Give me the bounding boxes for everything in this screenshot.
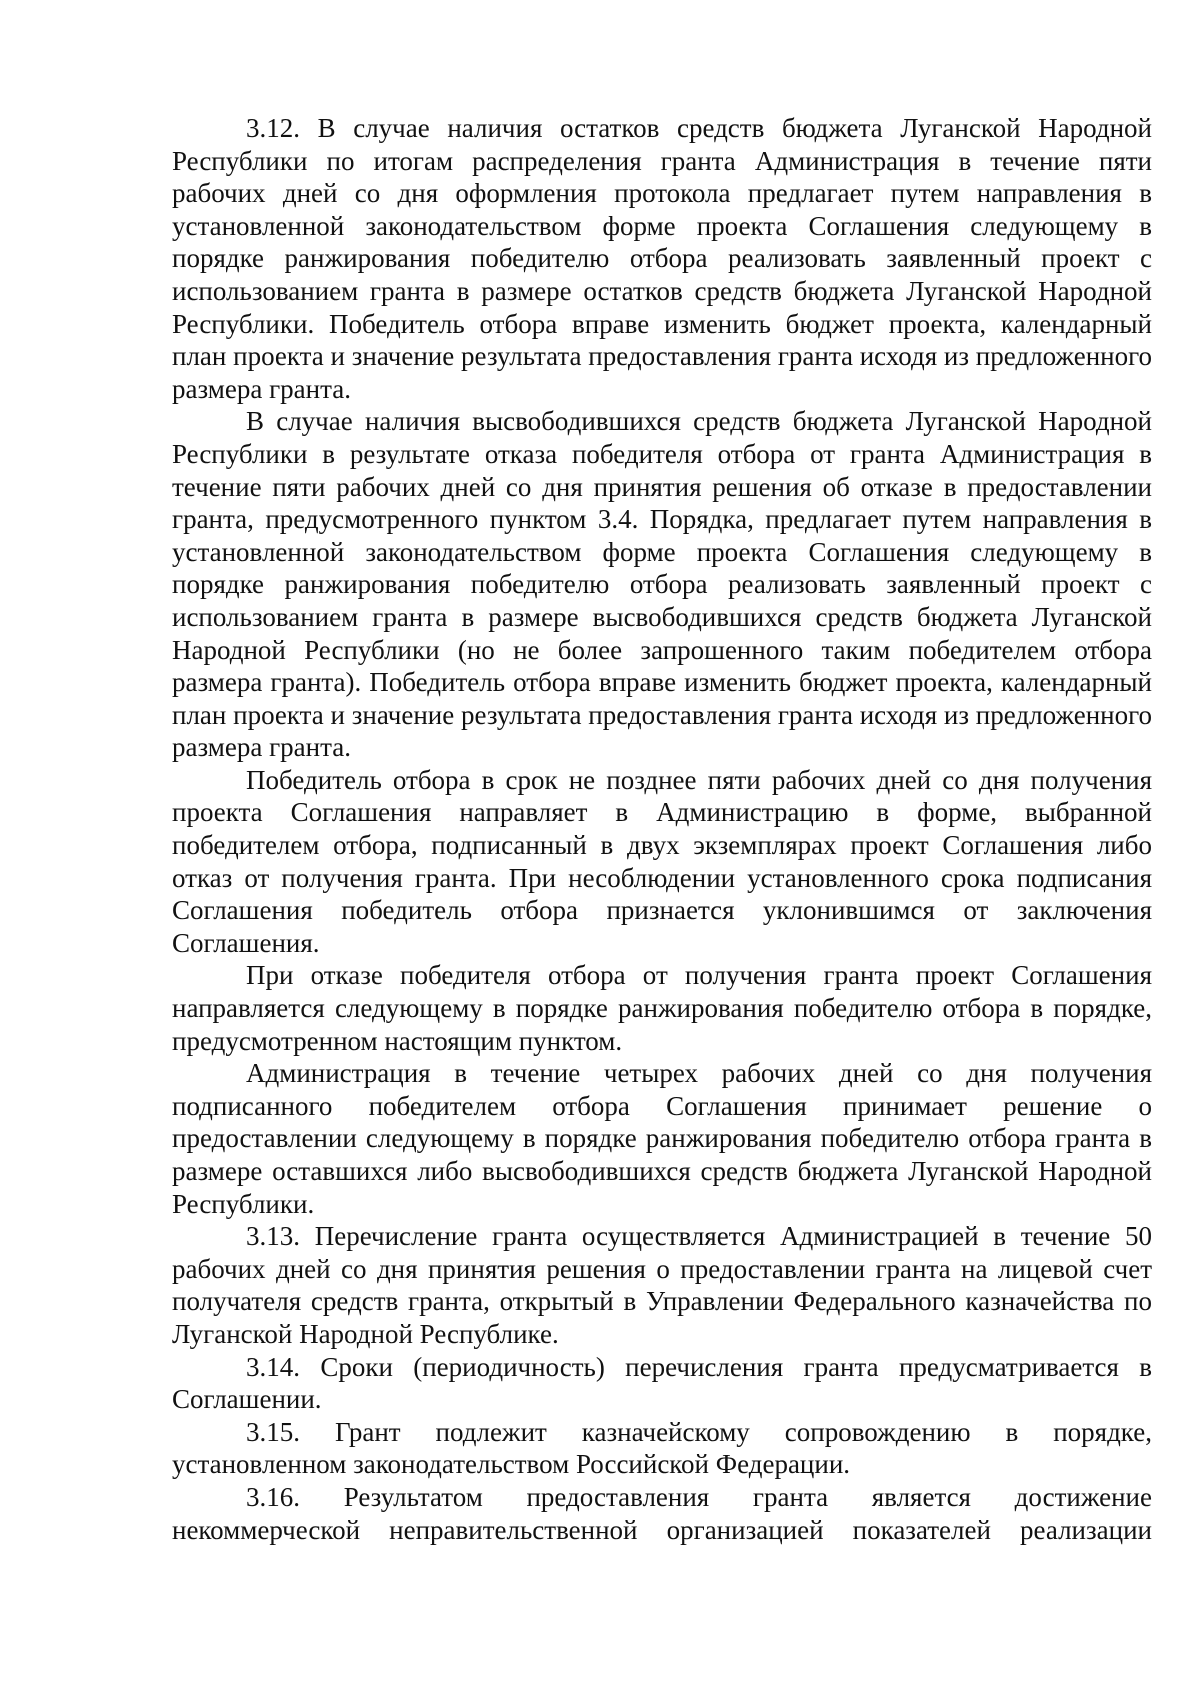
paragraph-3-14: 3.14. Сроки (периодичность) перечисления гранта предусматривается в Соглашении. (172, 1351, 1152, 1415)
paragraph-released-funds: В случае наличия высвободившихся средств бюджета Луганской Народной Республики в результате отказа победителя отбора от гранта Администрация в течение пяти рабочих дней со дня принятия решения об отказе в предоставлении гранта, предусмотренного пунктом 3.4. Порядка, предлагает путем направления в установленной законодательством форме проекта Соглашения следующему в порядке ранжирования победителю отбора реализовать заявленный проект с использованием гранта в размере высвободившихся средств бюджета Луганской Народной Республики (но не более запрошенного таким победителем отбора размера гранта). Победитель отбора вправе изменить бюджет проекта, календарный план проекта и значение результата предоставления гранта исходя из предложенного размера гранта. (172, 406, 1152, 763)
paragraph-3-15: 3.15. Грант подлежит казначейскому сопровождению в порядке, установленном законодательством Российской Федерации. (172, 1416, 1152, 1480)
paragraph-administration-decision: Администрация в течение четырех рабочих дней со дня получения подписанного победителем отбора Соглашения принимает решение о предоставлении следующему в порядке ранжирования победителю отбора гранта в размере оставшихся либо высвободившихся средств бюджета Луганской Народной Республики. (172, 1058, 1152, 1219)
paragraph-3-13: 3.13. Перечисление гранта осуществляется Администрацией в течение 50 рабочих дней со дня принятия решения о предоставлении гранта на лицевой счет получателя средств гранта, открытый в Управлении Федерального казначейства по Луганской Народной Республике. (172, 1221, 1152, 1349)
paragraph-winner-refusal: При отказе победителя отбора от получения гранта проект Соглашения направляется следующему в порядке ранжирования победителю отбора в порядке, предусмотренном настоящим пунктом. (172, 960, 1152, 1056)
paragraph-3-16: 3.16. Результатом предоставления гранта является достижение некоммерческой неправительственной организацией показателей реализации (172, 1481, 1152, 1545)
paragraph-winner-deadline: Победитель отбора в срок не позднее пяти рабочих дней со дня получения проекта Соглашения направляет в Администрацию в форме, выбранной победителем отбора, подписанный в двух экземплярах проект Соглашения либо отказ от получения гранта. При несоблюдении установленного срока подписания Соглашения победитель отбора признается уклонившимся от заключения Соглашения. (172, 764, 1152, 958)
document-body (172, 112, 1152, 1546)
paragraph-3-12: 3.12. В случае наличия остатков средств бюджета Луганской Народной Республики по итогам распределения гранта Администрация в течение пяти рабочих дней со дня оформления протокола предлагает путем направления в установленной законодательством форме проекта Соглашения следующему в порядке ранжирования победителю отбора реализовать заявленный проект с использованием гранта в размере остатков средств бюджета Луганской Народной Республики. Победитель отбора вправе изменить бюджет проекта, календарный план проекта и значение результата предоставления гранта исходя из предложенного размера гранта. (172, 113, 1152, 404)
